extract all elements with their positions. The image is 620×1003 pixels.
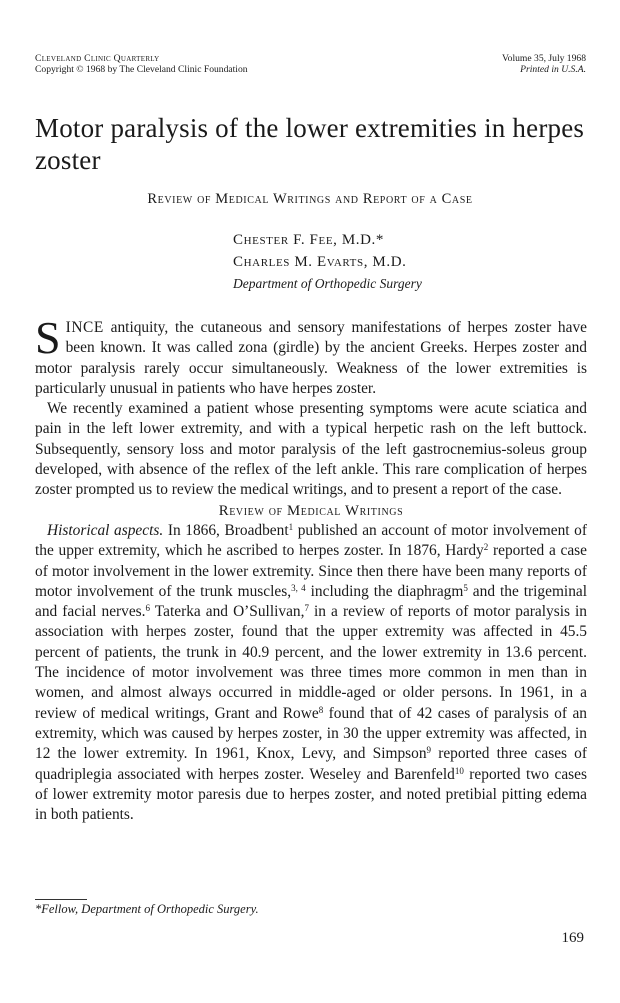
journal-name: Cleveland Clinic Quarterly: [35, 53, 160, 64]
run-in-heading: Historical aspects.: [47, 521, 164, 539]
copyright-line: Copyright © 1968 by The Cleveland Clinic Foundation: [35, 64, 248, 75]
reference-marker: 5: [463, 582, 468, 593]
reference-marker: 9: [426, 745, 432, 756]
author-department: Department of Orthopedic Surgery: [233, 276, 422, 291]
author-name: Charles M. Evarts, M.D.: [233, 254, 407, 270]
first-word: INCE: [65, 319, 104, 336]
volume-line: Volume 35, July 1968: [501, 53, 586, 64]
reference-marker: 1: [288, 521, 294, 532]
reference-marker: 6: [145, 603, 151, 614]
article-body: [35, 312, 588, 825]
author-block: [233, 229, 422, 295]
paragraph-text: antiquity, the cutaneous and sensory manifestations of herpes zoster have been known. It was called zona (girdle) by the ancient Greeks. Herpes zoster and motor paralysis rarely occur simultaneously. Weakness of the lower extremities is particularly unusual in patients who have herpes zoster.: [35, 319, 587, 397]
article-title: Motor paralysis of the lower extremities in herpes zoster: [35, 113, 585, 175]
printed-line: Printed in U.S.A.: [520, 64, 586, 75]
author-name: Chester F. Fee, M.D.*: [233, 232, 385, 248]
footnote: *Fellow, Department of Orthopedic Surgery.: [35, 902, 259, 916]
reference-marker: 10: [454, 765, 464, 776]
running-header-right: [502, 53, 586, 75]
section-heading: Review of Medical Writings: [218, 502, 404, 519]
body-paragraph: Historical aspects. In 1866, Broadbent$^1$ published an account of motor involvement of the upper extremity, which he ascribed to herpes zoster. In 1876, Hardy$^2$ reported a case of motor involvement in the lower extremity. Since then there have been many reports of motor involvement of the trunk muscles,$^{3, 4}$ including the diaphragm$^5$ and the trigeminal and facial nerves.$^6$ Taterka and O’Sullivan,$^7$ in a review of reports of motor paralysis in association with herpes zoster, found that the upper extremity was affected in 45.5 percent of patients, the trunk in 40.9 percent, and the lower extremity in 13.6 percent. The incidence of motor involvement was three times more common in men than in women, and almost always occurred in middle-aged or older persons. In 1961, in a review of medical writings, Grant and Rowe$^8$ found that of 42 cases of paralysis of an extremity, which was caused by herpes zoster, in 30 the upper extremity was affected, in 12 the lower extremity. In 1961, Knox, Levy, and Simpson$^9$ reported three cases of quadriplegia associated with herpes zoster. Weseley and Barenfeld$^{10}$ reported two cases of lower extremity motor paresis due to herpes zoster, and noted pretibial pitting edema in both patients.: [35, 521, 588, 824]
running-header-left: [35, 53, 248, 75]
article-subtitle: Review of Medical Writings and Report of a Case: [147, 191, 473, 207]
reference-marker: 3, 4: [291, 582, 306, 593]
reference-marker: 2: [483, 542, 489, 553]
reference-marker: 7: [304, 603, 309, 614]
body-paragraph: [35, 312, 587, 399]
reference-marker: 8: [318, 704, 324, 715]
page-number: 169: [561, 930, 584, 946]
footnote-rule: [35, 899, 87, 900]
body-paragraph: We recently examined a patient whose presenting symptoms were acute sciatica and pain in the left lower extremity, and with a typical herpetic rash on the left buttock. Subsequently, sensory loss and motor paralysis of the left gastrocnemius-soleus group developed, with absence of the reflex of the left ankle. This rare complication of herpes zoster prompted us to review the medical writings, and to present a report of the case.: [35, 400, 587, 499]
drop-cap: S: [35, 312, 61, 363]
